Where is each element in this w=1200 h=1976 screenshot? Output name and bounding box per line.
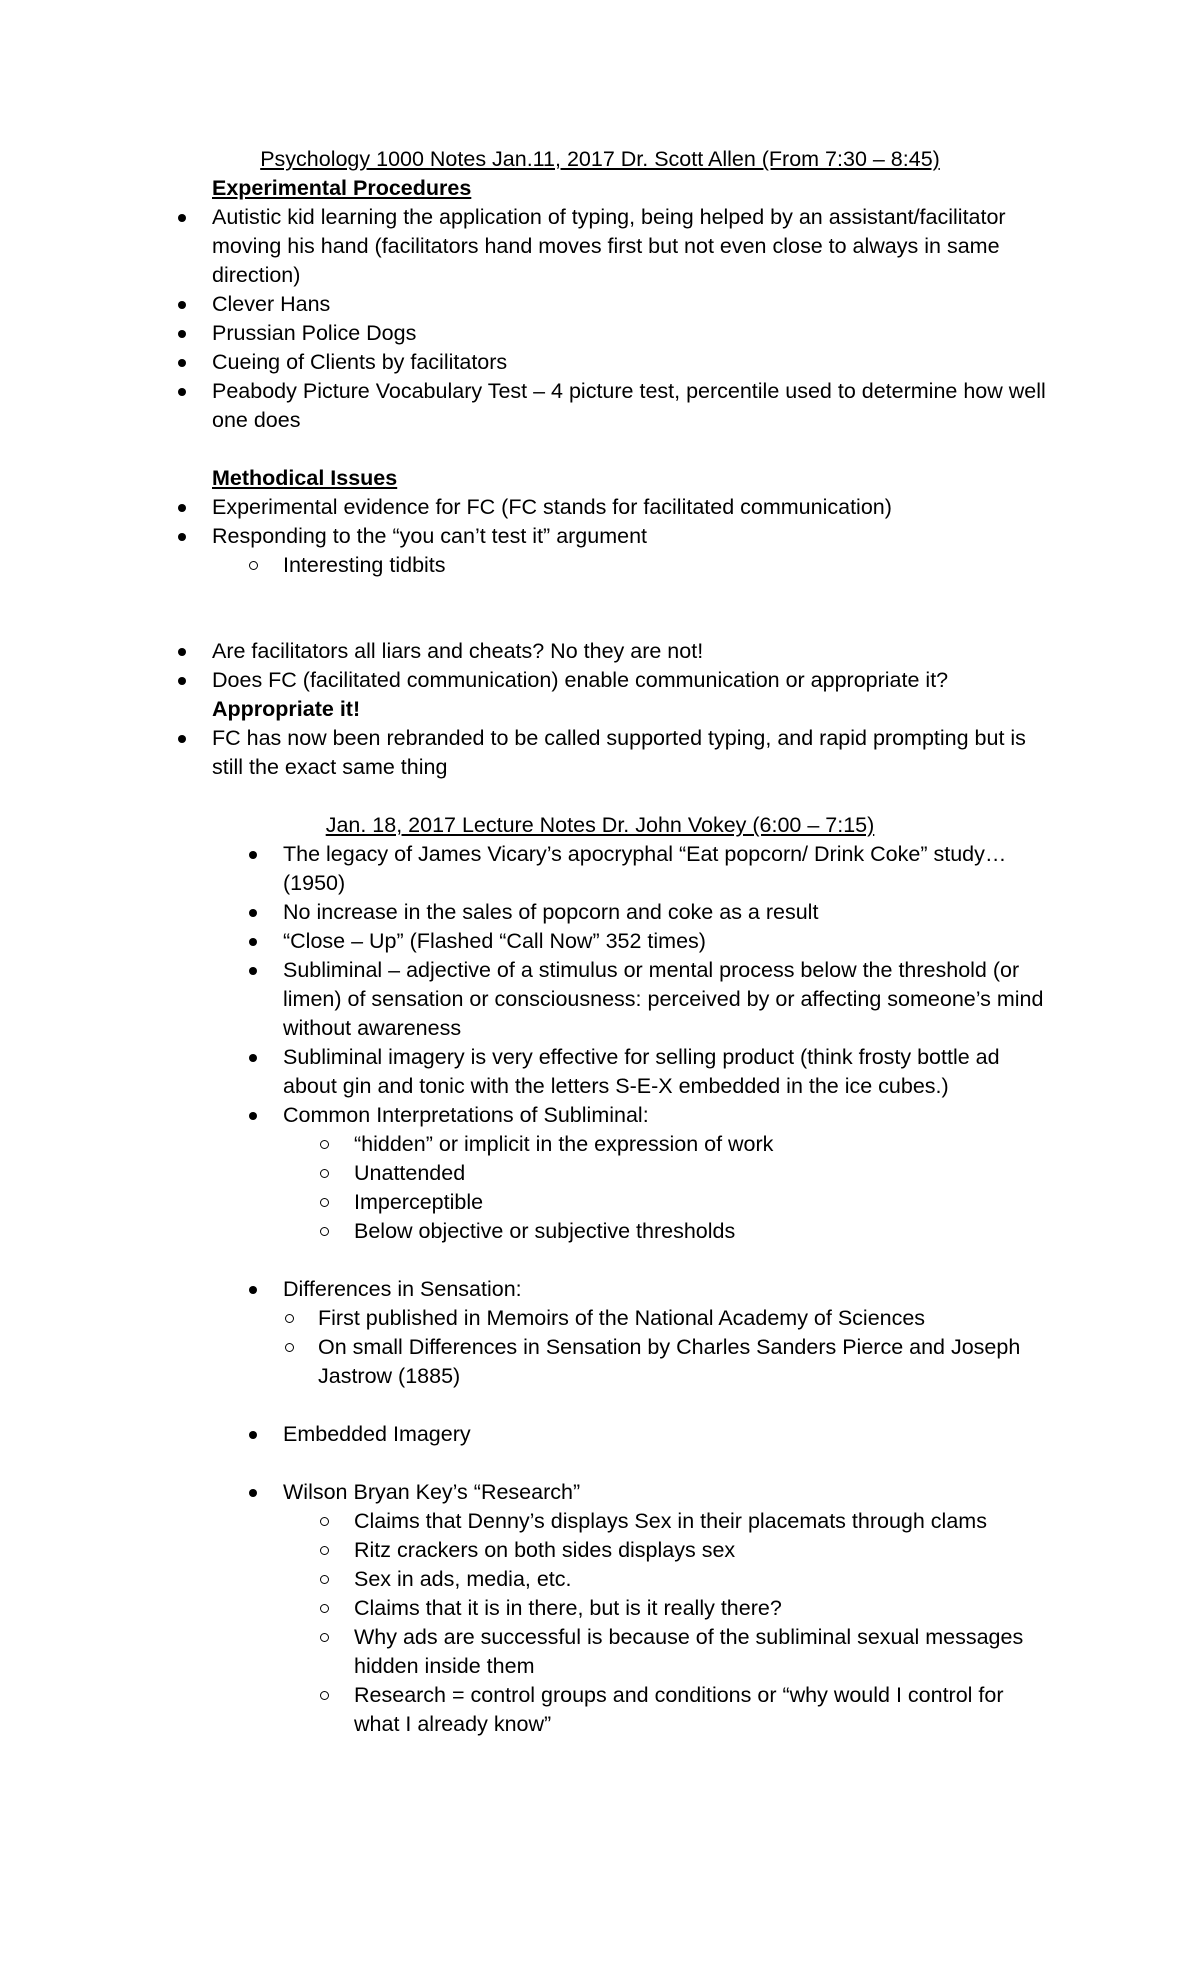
bullet-dot-icon — [178, 377, 186, 406]
sub-list-item: “hidden” or implicit in the expression of work — [354, 1132, 774, 1156]
list-item: “Close – Up” (Flashed “Call Now” 352 times) — [283, 929, 706, 953]
sub-list-item: Interesting tidbits — [283, 553, 446, 577]
notes-title-jan18: Jan. 18, 2017 Lecture Notes Dr. John Vokey (6:00 – 7:15) — [325, 813, 875, 837]
sub-list-item: Claims that Denny’s displays Sex in their placemats through clams — [354, 1509, 987, 1533]
sub-list-item: Below objective or subjective thresholds — [354, 1219, 736, 1243]
bullet-ring-icon — [320, 1565, 329, 1594]
bullet-dot-icon — [249, 1101, 257, 1130]
bullet-dot-icon — [249, 1275, 257, 1304]
bullet-ring-icon — [320, 1623, 329, 1652]
list-item-cont: direction) — [212, 263, 301, 287]
sub-list-item-cont: what I already know” — [354, 1712, 552, 1736]
bullet-dot-icon — [178, 522, 186, 551]
list-item: Does FC (facilitated communication) enable communication or appropriate it? — [212, 668, 949, 692]
sub-list-item: Claims that it is in there, but is it really there? — [354, 1596, 782, 1620]
bullet-ring-icon — [249, 551, 258, 580]
list-item-cont: (1950) — [283, 871, 346, 895]
sub-list-item: Why ads are successful is because of the subliminal sexual messages — [354, 1625, 1024, 1649]
list-item: Cueing of Clients by facilitators — [212, 350, 508, 374]
list-item: No increase in the sales of popcorn and coke as a result — [283, 900, 819, 924]
sub-list-item-cont: Jastrow (1885) — [318, 1364, 461, 1388]
list-item-cont: limen) of sensation or consciousness: perceived by or affecting someone’s mind — [283, 987, 1044, 1011]
bullet-dot-icon — [178, 493, 186, 522]
bullet-ring-icon — [320, 1159, 329, 1188]
bullet-ring-icon — [320, 1536, 329, 1565]
bullet-ring-icon — [320, 1681, 329, 1710]
sub-list-item: Imperceptible — [354, 1190, 484, 1214]
bullet-ring-icon — [320, 1217, 329, 1246]
sub-list-item: Sex in ads, media, etc. — [354, 1567, 572, 1591]
list-item: FC has now been rebranded to be called supported typing, and rapid prompting but is — [212, 726, 1026, 750]
sub-list-item: Research = control groups and conditions or “why would I control for — [354, 1683, 1004, 1707]
list-item: Subliminal imagery is very effective for selling product (think frosty bottle ad — [283, 1045, 1000, 1069]
bullet-dot-icon — [178, 348, 186, 377]
bullet-ring-icon — [320, 1507, 329, 1536]
list-item-cont: moving his hand (facilitators hand moves first but not even close to always in same — [212, 234, 1000, 258]
bullet-ring-icon — [285, 1304, 294, 1333]
list-item: Differences in Sensation: — [283, 1277, 522, 1301]
bullet-dot-icon — [249, 1043, 257, 1072]
list-item-cont: about gin and tonic with the letters S-E-X embedded in the ice cubes.) — [283, 1074, 949, 1098]
bullet-ring-icon — [285, 1333, 294, 1362]
bullet-dot-icon — [178, 666, 186, 695]
bullet-dot-icon — [249, 1478, 257, 1507]
bullet-dot-icon — [178, 724, 186, 753]
list-item-cont: one does — [212, 408, 301, 432]
list-item: Are facilitators all liars and cheats? No they are not! — [212, 639, 704, 663]
bullet-ring-icon — [320, 1130, 329, 1159]
list-item: Wilson Bryan Key’s “Research” — [283, 1480, 581, 1504]
heading-methodical-issues: Methodical Issues — [212, 466, 398, 490]
list-item: Responding to the “you can’t test it” argument — [212, 524, 648, 548]
list-item: Prussian Police Dogs — [212, 321, 417, 345]
list-item: Autistic kid learning the application of typing, being helped by an assistant/facilitator — [212, 205, 1006, 229]
list-item-cont: still the exact same thing — [212, 755, 448, 779]
bullet-dot-icon — [249, 956, 257, 985]
bullet-dot-icon — [178, 637, 186, 666]
bullet-dot-icon — [249, 898, 257, 927]
list-item: Subliminal – adjective of a stimulus or mental process below the threshold (or — [283, 958, 1020, 982]
bullet-dot-icon — [249, 927, 257, 956]
bullet-ring-icon — [320, 1188, 329, 1217]
sub-list-item: Ritz crackers on both sides displays sex — [354, 1538, 736, 1562]
list-item: Clever Hans — [212, 292, 331, 316]
bullet-dot-icon — [249, 1420, 257, 1449]
list-item-cont: without awareness — [283, 1016, 462, 1040]
list-item: Embedded Imagery — [283, 1422, 471, 1446]
bullet-ring-icon — [320, 1594, 329, 1623]
list-item: Peabody Picture Vocabulary Test – 4 picture test, percentile used to determine how well — [212, 379, 1046, 403]
list-item: The legacy of James Vicary’s apocryphal “Eat popcorn/ Drink Coke” study… — [283, 842, 1007, 866]
bullet-dot-icon — [178, 319, 186, 348]
sub-list-item-cont: hidden inside them — [354, 1654, 535, 1678]
bullet-dot-icon — [249, 840, 257, 869]
bold-answer: Appropriate it! — [212, 697, 361, 721]
list-item: Experimental evidence for FC (FC stands for facilitated communication) — [212, 495, 892, 519]
sub-list-item: First published in Memoirs of the National Academy of Sciences — [318, 1306, 926, 1330]
heading-experimental-procedures: Experimental Procedures — [212, 176, 472, 200]
list-item: Common Interpretations of Subliminal: — [283, 1103, 649, 1127]
sub-list-item: Unattended — [354, 1161, 466, 1185]
notes-title-jan11: Psychology 1000 Notes Jan.11, 2017 Dr. Scott Allen (From 7:30 – 8:45) — [260, 147, 940, 171]
bullet-dot-icon — [178, 203, 186, 232]
sub-list-item: On small Differences in Sensation by Charles Sanders Pierce and Joseph — [318, 1335, 1021, 1359]
bullet-dot-icon — [178, 290, 186, 319]
